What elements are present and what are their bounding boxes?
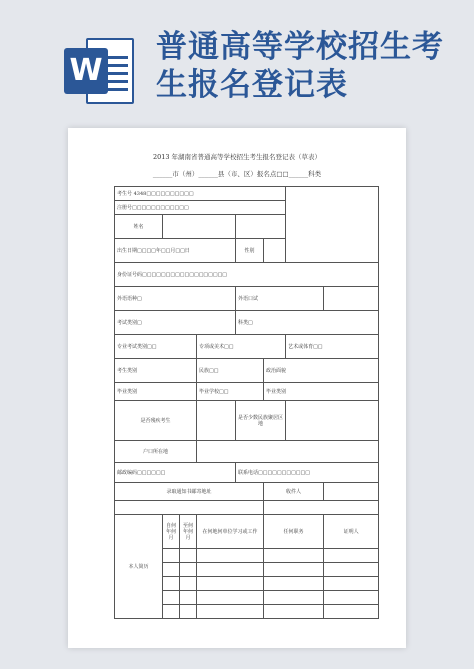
postal-code-field[interactable]: 邮政编码□□□□□□ — [115, 463, 236, 483]
resume-cell[interactable] — [324, 563, 379, 577]
resume-cell[interactable] — [264, 605, 324, 619]
form-paper — [68, 128, 406, 648]
graduate-category-field[interactable]: 毕业类别 — [264, 383, 379, 401]
name-label: 姓名 — [115, 215, 163, 239]
resume-cell[interactable] — [163, 605, 180, 619]
foreign-lang-oral-field[interactable]: 外语口试 — [236, 287, 324, 311]
form-title: 2013 年湖南省普通高等学校招生考生报名登记表（草表） — [152, 153, 322, 161]
form-subtitle: ______市（州）______县（市、区）报名点□□______科类 — [152, 170, 322, 178]
disabled-label: 是否残疾考生 — [115, 401, 197, 441]
word-icon — [64, 38, 134, 104]
disabled-field[interactable] — [197, 401, 236, 441]
graduation-type-field[interactable]: 毕业类别 — [115, 383, 197, 401]
subject-type-field[interactable]: 科类□ — [236, 311, 379, 335]
special-rank-field[interactable]: 专项或美术□□ — [197, 335, 286, 359]
resume-cell[interactable] — [163, 577, 180, 591]
resume-cell[interactable] — [180, 605, 197, 619]
resume-cell[interactable] — [180, 591, 197, 605]
foreign-lang-type-field[interactable]: 外语语种□ — [115, 287, 236, 311]
minority-area-label: 是否少数民族聚居区地 — [236, 401, 286, 441]
resume-cell[interactable] — [163, 549, 180, 563]
resume-cell[interactable] — [264, 549, 324, 563]
school-code-field[interactable]: 毕业学校□□ — [197, 383, 264, 401]
phone-field[interactable]: 联系电话□□□□□□□□□□□ — [236, 463, 379, 483]
art-class-field[interactable]: 艺术或体育□□ — [286, 335, 379, 359]
gender-field[interactable] — [264, 239, 286, 263]
notice-address-label: 录取通知书邮寄地址 — [115, 483, 264, 501]
special-exam-field[interactable]: 专业考试类别□□ — [115, 335, 197, 359]
resume-cell[interactable] — [197, 577, 264, 591]
recipient-label: 收件人 — [264, 483, 324, 501]
exam-no-field[interactable]: 考生号 4348□□□□□□□□□□ — [115, 187, 286, 201]
document-title: 普通高等学校招生考生报名登记表 — [156, 29, 444, 103]
name-field[interactable] — [163, 215, 236, 239]
resume-cell[interactable] — [180, 563, 197, 577]
hukou-label: 户口所在地 — [115, 441, 197, 463]
resume-cell[interactable] — [197, 605, 264, 619]
recipient-extra-field[interactable] — [264, 501, 379, 515]
registration-table — [114, 186, 379, 619]
foreign-lang-oral-value[interactable] — [324, 287, 379, 311]
word-badge: W — [64, 48, 108, 94]
position-header: 任何职务 — [264, 515, 324, 549]
resume-cell[interactable] — [264, 563, 324, 577]
resume-cell[interactable] — [197, 563, 264, 577]
photo-cell — [286, 187, 379, 263]
name-extra-field[interactable] — [236, 215, 286, 239]
resume-cell[interactable] — [324, 549, 379, 563]
nation-field[interactable]: 民族□□ — [197, 359, 264, 383]
id-no-field[interactable]: 身份证号码□□□□□□□□□□□□□□□□□□ — [115, 263, 379, 287]
resume-cell[interactable] — [264, 577, 324, 591]
resume-cell[interactable] — [180, 549, 197, 563]
candidate-type-field[interactable]: 考生类别 — [115, 359, 197, 383]
witness-header: 证明人 — [324, 515, 379, 549]
birth-date-field[interactable]: 出生日期□□□□年□□月□□日 — [115, 239, 236, 263]
resume-cell[interactable] — [324, 577, 379, 591]
gender-label: 性别 — [236, 239, 264, 263]
resume-cell[interactable] — [264, 591, 324, 605]
notice-address-field[interactable] — [115, 501, 264, 515]
minority-area-field[interactable] — [286, 401, 379, 441]
to-date-header: 至何年何月 — [180, 515, 197, 549]
recipient-field[interactable] — [324, 483, 379, 501]
from-date-header: 自何年何月 — [163, 515, 180, 549]
resume-cell[interactable] — [324, 591, 379, 605]
politics-field[interactable]: 政治面貌 — [264, 359, 379, 383]
resume-cell[interactable] — [324, 605, 379, 619]
unit-header: 在何地何单位学习或工作 — [197, 515, 264, 549]
resume-label: 本人简历 — [115, 515, 163, 619]
hukou-field[interactable] — [197, 441, 379, 463]
register-no-field[interactable]: 注册号□□□□□□□□□□□□ — [115, 201, 286, 215]
exam-type-field[interactable]: 考试类别□ — [115, 311, 236, 335]
resume-cell[interactable] — [197, 591, 264, 605]
resume-cell[interactable] — [163, 591, 180, 605]
resume-cell[interactable] — [180, 577, 197, 591]
resume-cell[interactable] — [197, 549, 264, 563]
resume-cell[interactable] — [163, 563, 180, 577]
